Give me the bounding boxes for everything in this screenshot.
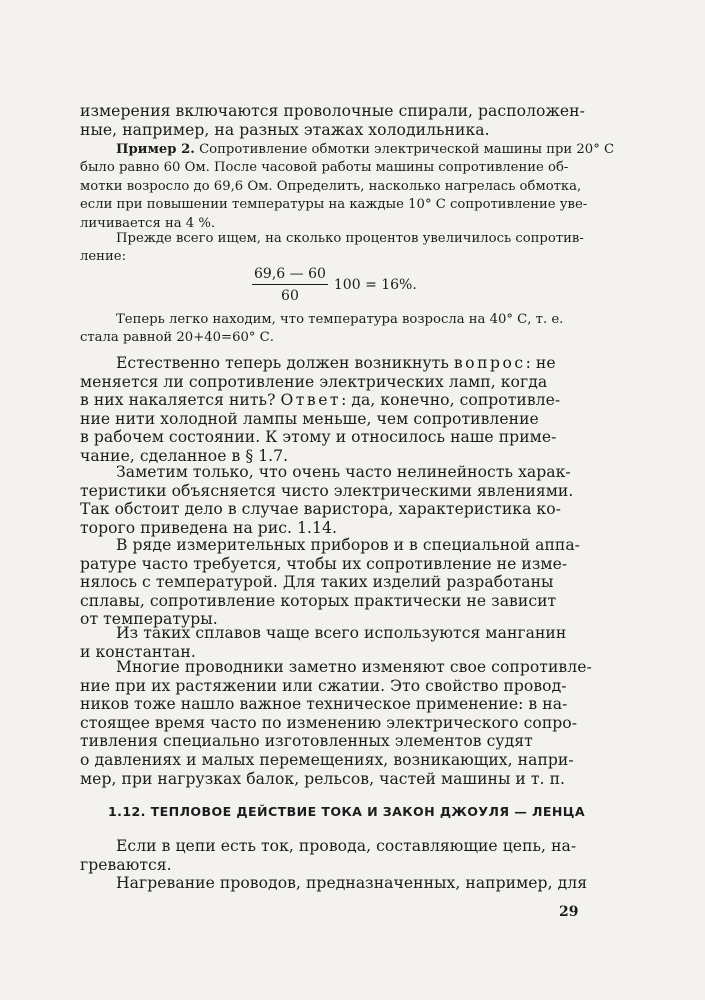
example-text: Сопротивление обмотки электрической машины при 20° С: [194, 142, 615, 157]
paragraph: [80, 463, 572, 537]
text-line: тивления специально изготовленных элементов судят: [80, 732, 533, 751]
example-label: Пример 2.: [116, 142, 195, 157]
solution-intro: [80, 230, 584, 267]
text-line: Теперь легко находим, что температура возросла на 40° С, т. е.: [116, 312, 564, 327]
text-line: Многие проводники заметно изменяют свое сопротивле-: [116, 658, 592, 676]
text-line: Так обстоит дело в случае варистора, характеристика ко-: [80, 500, 561, 519]
text-line: ление:: [80, 249, 127, 265]
text-line: было равно 60 Ом. После часовой работы машины сопротивление об-: [80, 160, 569, 176]
formula: [252, 266, 417, 304]
spaced-word: Ответ: [280, 391, 342, 410]
text-line: мотки возросло до 69,6 Ом. Определить, насколько нагрелась обмотка,: [80, 178, 582, 194]
spaced-word: вопрос: [453, 354, 526, 372]
text-line: чание, сделанное в § 1.7.: [80, 446, 289, 465]
text-line: [80, 141, 615, 159]
text-line: сплавы, сопротивление которых практически не зависит: [80, 591, 557, 610]
text-line: Заметим только, что очень часто нелинейность харак-: [116, 463, 571, 481]
text-line: теристики объясняется чисто электрическими явлениями.: [80, 481, 574, 500]
text-run: Естественно теперь должен возникнуть: [116, 354, 454, 372]
text-line: от температуры.: [80, 610, 218, 629]
text-line: ние при их растяжении или сжатии. Это свойство провод-: [80, 676, 567, 695]
paragraph: [80, 837, 577, 874]
formula-fraction: [252, 266, 328, 304]
paragraph: [80, 536, 580, 629]
text-line: Нагревание проводов, предназначенных, например, для: [116, 874, 588, 892]
text-line: ние нити холодной лампы меньше, чем сопротивление: [80, 409, 539, 428]
text-line: ников тоже нашло важное техническое применение: в на-: [80, 695, 568, 714]
paragraph: [80, 874, 588, 893]
text-line: в рабочем состоянии. К этому и относилось наше приме-: [80, 428, 557, 447]
formula-denominator: 60: [281, 288, 299, 304]
text-line: стоящее время часто по изменению электрического сопро-: [80, 713, 578, 732]
text-run: : да, конечно, сопротивле-: [341, 391, 561, 410]
text-line: измерения включаются проволочные спирали, расположен-: [80, 102, 585, 120]
page-number: 29: [559, 904, 579, 920]
text-line: В ряде измерительных приборов и в специальной аппа-: [116, 536, 580, 554]
text-line: торого приведена на рис. 1.14.: [80, 518, 337, 537]
formula-result: 100 = 16%.: [333, 277, 417, 293]
text-line: о давлениях и малых перемещениях, возникающих, напри-: [80, 750, 574, 769]
text-line: и константан.: [80, 642, 196, 661]
text-line: Из таких сплавов чаще всего используются манганин: [116, 624, 567, 642]
paragraph: [80, 624, 572, 661]
text-line: греваются.: [80, 855, 172, 874]
text-line: ные, например, на разных этажах холодильника.: [80, 120, 490, 139]
formula-numerator: 69,6 — 60: [252, 266, 328, 285]
text-line: Прежде всего ищем, на сколько процентов увеличилось сопротив-: [116, 231, 584, 246]
text-run: в них накаляется нить?: [80, 391, 281, 410]
text-line: [80, 391, 572, 410]
text-line: меняется ли сопротивление электрических ламп, когда: [80, 372, 548, 391]
text-run: : не: [525, 354, 556, 372]
text-line: если при повышении температуры на каждые 10° С сопротивление уве-: [80, 197, 588, 213]
text-line: личивается на 4 %.: [80, 215, 216, 231]
paragraph: [80, 354, 572, 466]
paragraph: [80, 658, 592, 788]
example-2: [80, 141, 615, 233]
text-line: стала равной 20+40=60° С.: [80, 330, 274, 346]
text-line: нялось с температурой. Для таких изделий разработаны: [80, 573, 554, 592]
text-line: Если в цепи есть ток, провода, составляющие цепь, на-: [116, 837, 577, 855]
text-line: [80, 354, 572, 373]
text-line: мер, при нагрузках балок, рельсов, частей машины и т. п.: [80, 769, 566, 788]
text-line: ратуре часто требуется, чтобы их сопротивление не изме-: [80, 554, 568, 573]
paragraph-continuation: [80, 102, 585, 139]
solution-result: [80, 311, 572, 348]
section-heading: 1.12. ТЕПЛОВОЕ ДЕЙСТВИЕ ТОКА И ЗАКОН ДЖОУЛЯ — ЛЕНЦА: [108, 804, 586, 819]
